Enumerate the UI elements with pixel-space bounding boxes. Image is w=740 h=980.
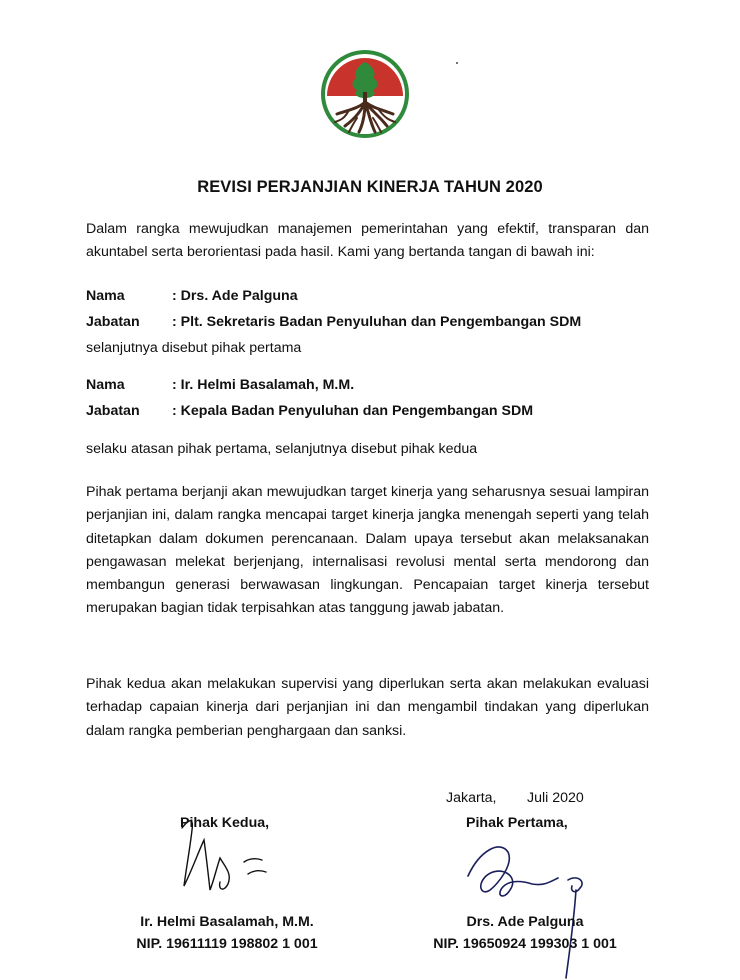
party2-note: selaku atasan pihak pertama, selanjutnya disebut pihak kedua	[86, 441, 478, 457]
commitment-paragraph: Pihak pertama berjanji akan mewujudkan target kinerja yang seharusnya sesuai lampiran perjanjian ini, dalam rangka mencapai target kinerja jangka menengah seperti yang telah ditetapkan dalam dokumen perencanaan. Dalam upaya tersebut akan melaksanakan pengawasan melekat berjenjang, internalisasi revolusi mental serta mendorong dan membangun generasi berwawasan lingkungan. Pencapaian target kinerja tersebut merupakan bagian tidak terpisahkan atas tanggung jawab jabatan.	[86, 484, 649, 617]
party2-nama-value: : Ir. Helmi Basalamah, M.M.	[172, 377, 355, 393]
party1-nama-label: Nama	[86, 288, 125, 304]
party2-jabatan-value: : Kepala Badan Penyuluhan dan Pengembangan SDM	[172, 403, 534, 419]
left-handwritten-signature	[170, 800, 280, 900]
party1-jabatan-label: Jabatan	[86, 314, 140, 330]
party2-jabatan-row	[86, 403, 533, 419]
left-signer-name: Ir. Helmi Basalamah, M.M.	[140, 914, 314, 930]
right-handwritten-signature	[450, 830, 610, 980]
scan-speck	[456, 62, 458, 64]
ministry-logo	[319, 48, 411, 140]
party1-nama-row	[86, 288, 298, 304]
signing-date: Juli 2020	[527, 790, 584, 806]
signing-place: Jakarta,	[446, 790, 497, 806]
party2-nama-label: Nama	[86, 377, 125, 393]
left-signer-nip: NIP. 19611119 198802 1 001	[136, 936, 318, 952]
left-signer-role: Pihak Kedua,	[180, 815, 270, 831]
right-signer-role: Pihak Pertama,	[466, 815, 568, 831]
party2-nama-row	[86, 377, 354, 393]
document-title: REVISI PERJANJIAN KINERJA TAHUN 2020	[197, 178, 543, 196]
right-signer-name: Drs. Ade Palguna	[466, 914, 584, 930]
supervision-paragraph: Pihak kedua akan melakukan supervisi yang diperlukan serta akan melakukan evaluasi terhadap capaian kinerja dari perjanjian ini dan mengambil tindakan yang diperlukan dalam rangka pemberian penghargaan dan sanksi.	[86, 676, 649, 739]
party1-note: selanjutnya disebut pihak pertama	[86, 340, 302, 356]
party2-jabatan-label: Jabatan	[86, 403, 140, 419]
right-signer-nip: NIP. 19650924 199303 1 001	[433, 936, 617, 952]
intro-paragraph: Dalam rangka mewujudkan manajemen pemerintahan yang efektif, transparan dan akuntabel serta berorientasi pada hasil. Kami yang bertanda tangan di bawah ini:	[86, 221, 649, 261]
party1-nama-value: : Drs. Ade Palguna	[172, 288, 298, 304]
party1-jabatan-value: : Plt. Sekretaris Badan Penyuluhan dan Pengembangan SDM	[172, 314, 582, 330]
party1-jabatan-row	[86, 314, 581, 330]
